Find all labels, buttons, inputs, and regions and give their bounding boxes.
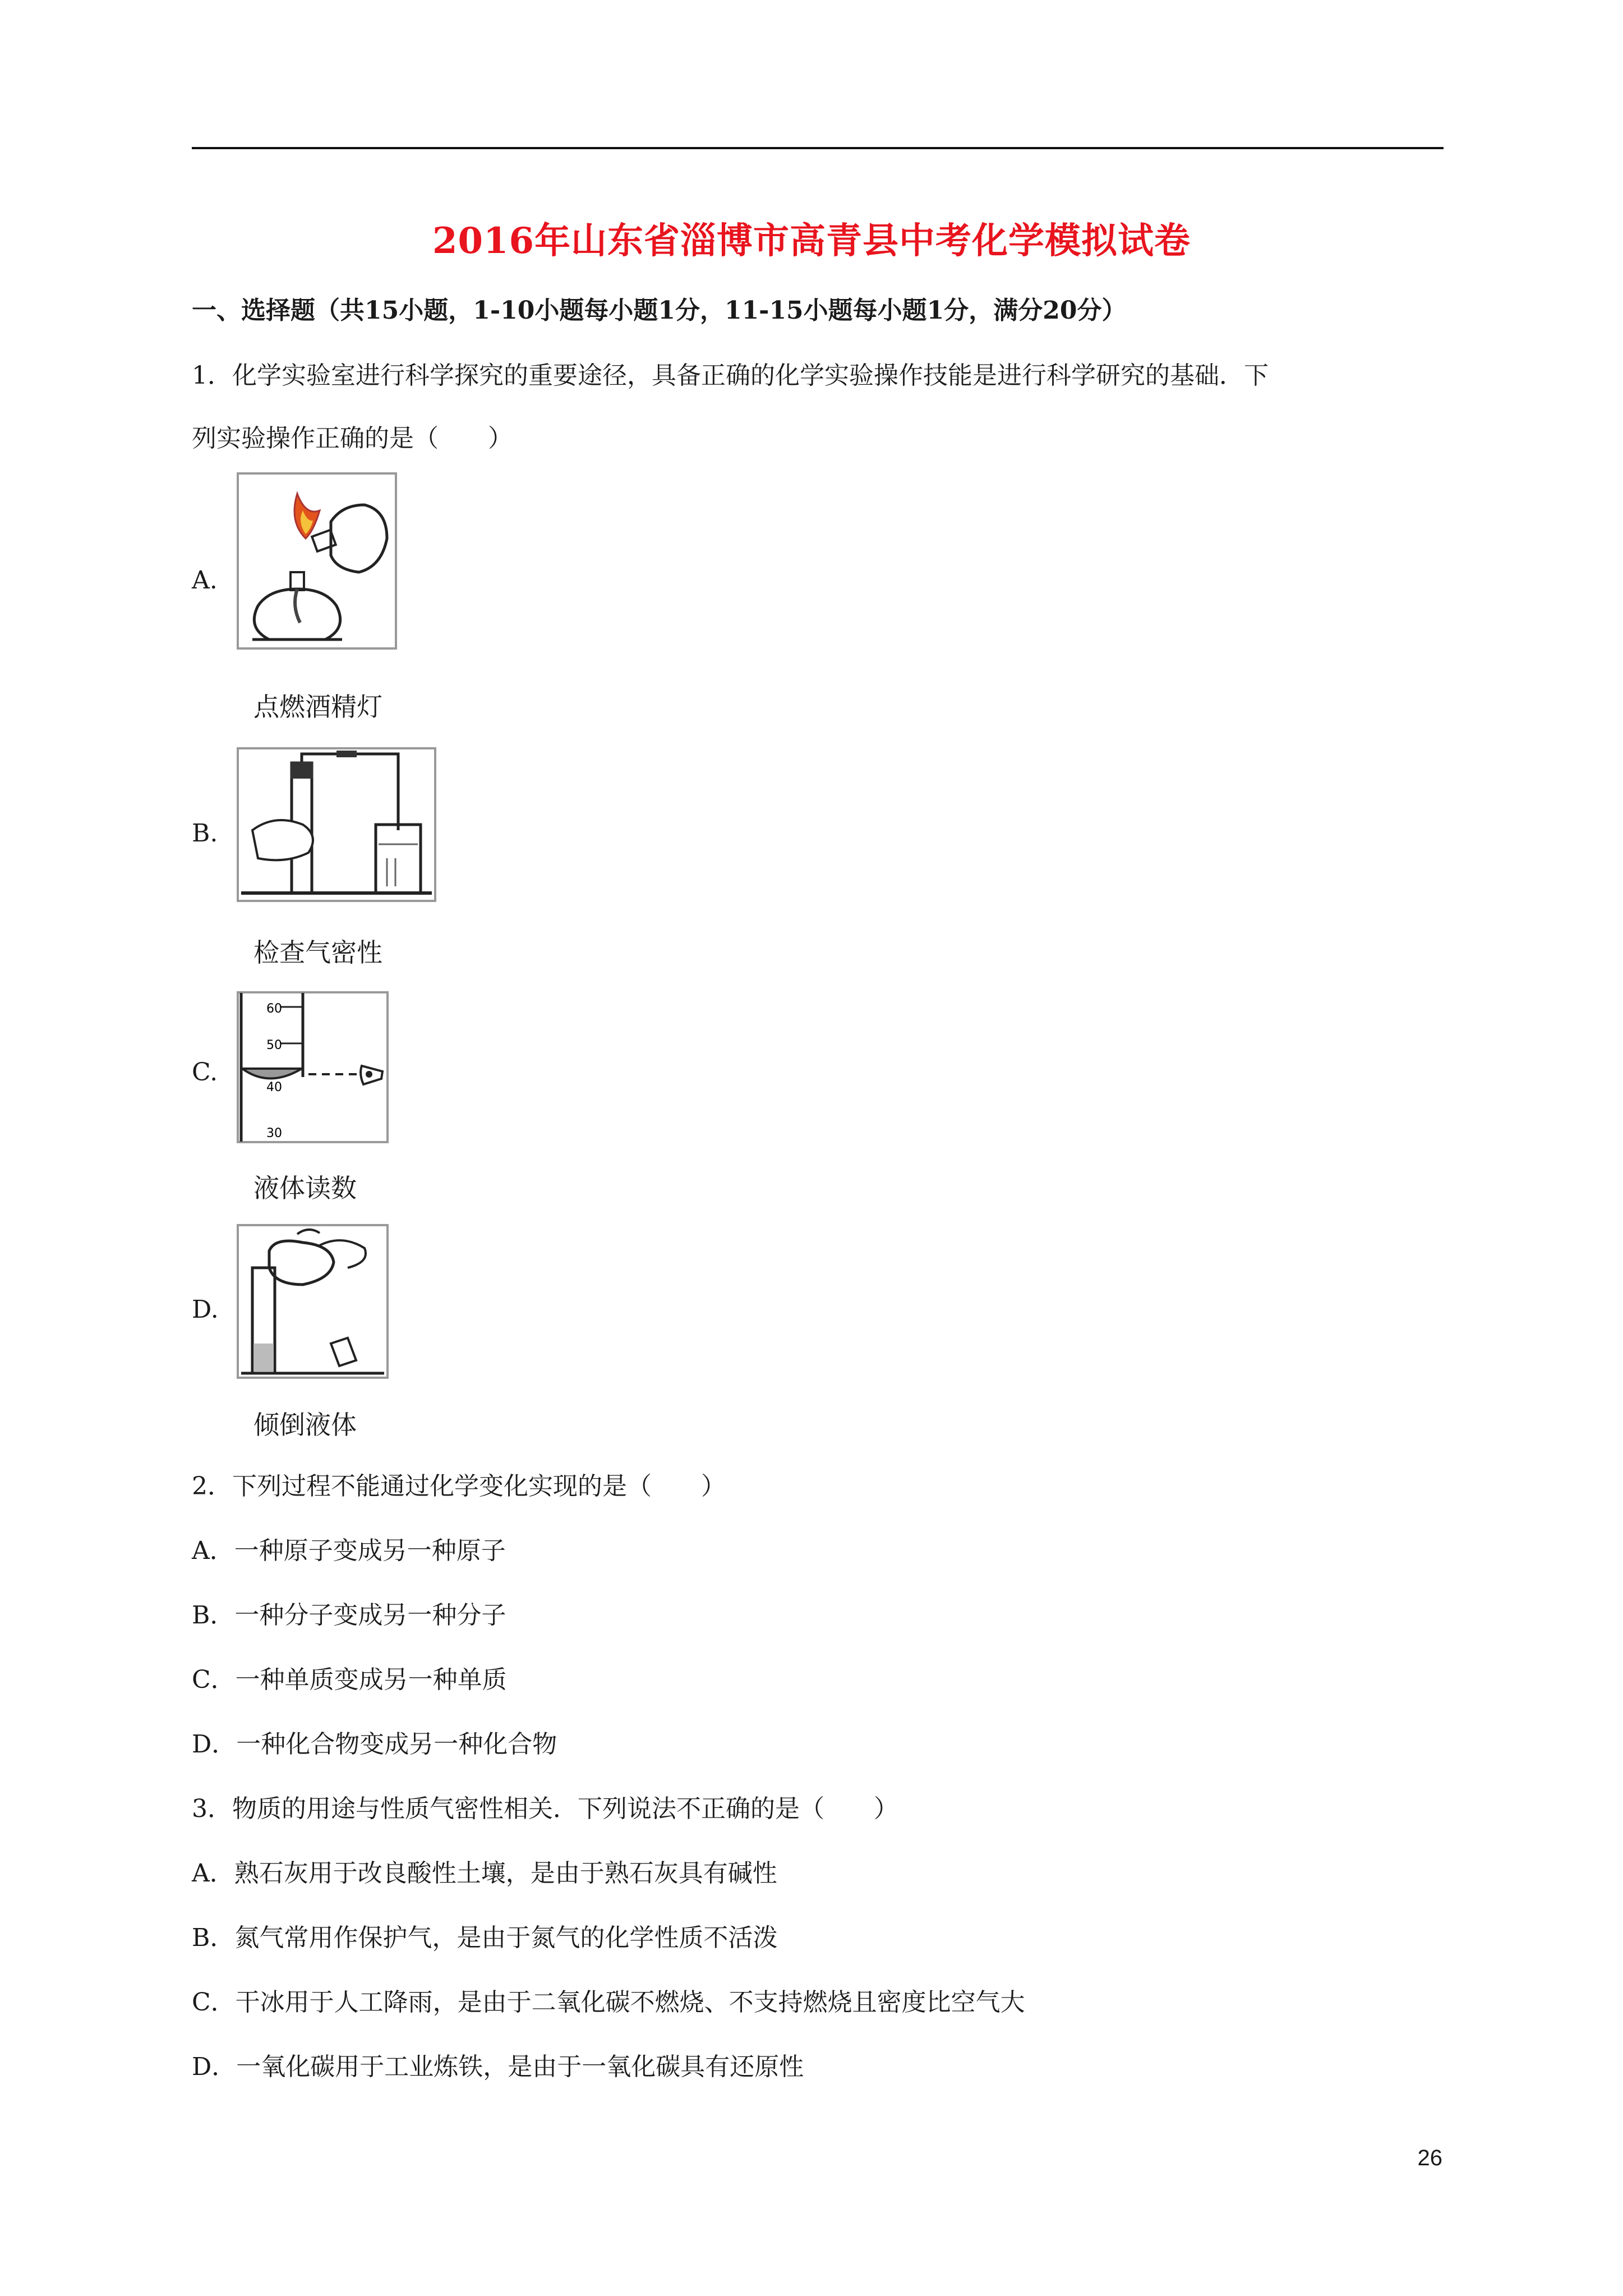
q2-option-c: C．一种单质变成另一种单质 xyxy=(192,1665,507,1694)
q2-option-b: B．一种分子变成另一种分子 xyxy=(192,1601,506,1630)
q2-option-d: D．一种化合物变成另一种化合物 xyxy=(192,1730,557,1759)
q3-option-a: A．熟石灰用于改良酸性土壤，是由于熟石灰具有碱性 xyxy=(192,1859,777,1888)
q1-option-d-caption: 倾倒液体 xyxy=(253,1410,357,1440)
tick-30: 30 xyxy=(266,1126,282,1140)
cylinder-reading-figure xyxy=(236,990,390,1144)
page-number: 26 xyxy=(1417,2146,1442,2170)
q1-option-a-caption: 点燃酒精灯 xyxy=(253,692,382,722)
tick-40: 40 xyxy=(266,1080,282,1094)
section-heading: 一、选择题（共15小题，1-10小题每小题1分，11-15小题每小题1分，满分20分） xyxy=(192,296,1127,325)
q1-option-c-caption: 液体读数 xyxy=(253,1173,357,1203)
q1-option-d-label: D. xyxy=(192,1295,219,1324)
tick-60: 60 xyxy=(266,1002,282,1016)
q2-option-a: A．一种原子变成另一种原子 xyxy=(192,1536,506,1565)
header-rule xyxy=(192,147,1444,149)
pouring-liquid-figure xyxy=(236,1223,390,1380)
question-1-stem-line-2: 列实验操作正确的是（ ） xyxy=(192,424,513,453)
question-1-stem-line-1: 1．化学实验室进行科学探究的重要途径，具备正确的化学实验操作技能是进行科学研究的基础．下 xyxy=(192,361,1269,390)
question-3-stem: 3．物质的用途与性质气密性相关．下列说法不正确的是（ ） xyxy=(192,1795,898,1823)
exam-title: 2016年山东省淄博市高青县中考化学模拟试卷 xyxy=(432,220,1191,262)
q1-option-a-label: A. xyxy=(192,566,218,595)
alcohol-lamp-lighting-figure xyxy=(236,471,398,651)
tick-50: 50 xyxy=(266,1038,282,1052)
question-2-stem: 2．下列过程不能通过化学变化实现的是（ ） xyxy=(192,1472,726,1501)
q1-option-b-caption: 检查气密性 xyxy=(253,937,382,968)
q1-option-c-label: C. xyxy=(192,1058,218,1087)
q1-option-b-label: B. xyxy=(192,819,218,848)
airtightness-check-figure xyxy=(236,746,437,903)
q3-option-c: C．干冰用于人工降雨，是由于二氧化碳不燃烧、不支持燃烧且密度比空气大 xyxy=(192,1988,1025,2017)
q3-option-b: B．氮气常用作保护气，是由于氮气的化学性质不活泼 xyxy=(192,1924,778,1952)
q3-option-d: D．一氧化碳用于工业炼铁，是由于一氧化碳具有还原性 xyxy=(192,2053,804,2081)
